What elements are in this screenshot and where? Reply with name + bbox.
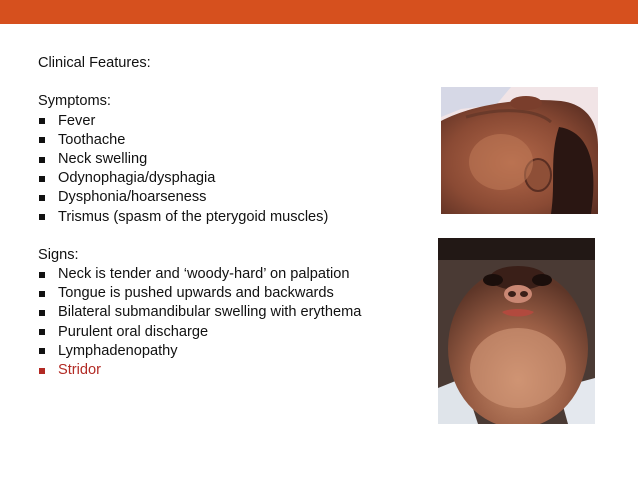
spacer [38, 73, 430, 92]
bullet-square-icon [39, 329, 45, 335]
bullet-square-icon [39, 214, 45, 220]
symptom-item [38, 112, 430, 131]
spacer [38, 227, 430, 246]
sign-text: Tongue is pushed upwards and backwards [58, 285, 334, 302]
bullet-square-icon [39, 157, 45, 163]
bullet-square-icon [39, 176, 45, 182]
slide-content [38, 54, 430, 380]
bullet-square-icon [39, 291, 45, 297]
bullet-square-icon [39, 272, 45, 278]
sign-item [38, 265, 430, 284]
sign-item [38, 342, 430, 361]
bullet-square-icon [39, 137, 45, 143]
symptom-item [38, 131, 430, 150]
sign-text: Stridor [58, 362, 101, 378]
bullet-square-icon [39, 195, 45, 201]
sign-text: Lymphadenopathy [58, 342, 178, 359]
bullet-square-icon [39, 118, 45, 124]
symptom-text: Toothache [58, 131, 126, 148]
symptom-text: Dysphonia/hoarseness [58, 189, 207, 206]
symptom-text: Trismus (spasm of the pterygoid muscles) [58, 208, 329, 225]
sign-text: Neck is tender and ‘woody-hard’ on palpation [58, 266, 350, 283]
clinical-photo-neck-side-view [441, 87, 598, 214]
symptom-item [38, 188, 430, 207]
clinical-photo-submandibular-swelling [438, 238, 595, 424]
slide-heading: Clinical Features: [38, 55, 151, 71]
slide-top-accent-bar [0, 0, 638, 24]
bullet-square-icon [39, 310, 45, 316]
symptom-text: Odynophagia/dysphagia [58, 170, 216, 187]
sign-item-highlighted [38, 361, 430, 380]
sign-item [38, 323, 430, 342]
symptoms-title: Symptoms: [38, 93, 111, 110]
symptom-text: Neck swelling [58, 150, 148, 167]
bullet-square-icon [39, 348, 45, 354]
sign-item [38, 303, 430, 322]
clinical-photo-top-image [441, 87, 598, 214]
sign-text: Purulent oral discharge [58, 323, 209, 340]
symptom-text: Fever [58, 112, 96, 129]
bullet-square-icon [39, 368, 45, 374]
symptom-item [38, 208, 430, 227]
signs-title: Signs: [38, 246, 79, 263]
sign-text: Bilateral submandibular swelling with erythema [58, 304, 362, 321]
sign-item [38, 284, 430, 303]
clinical-photo-bottom-image [438, 238, 595, 424]
symptom-item [38, 169, 430, 188]
symptom-item [38, 150, 430, 169]
